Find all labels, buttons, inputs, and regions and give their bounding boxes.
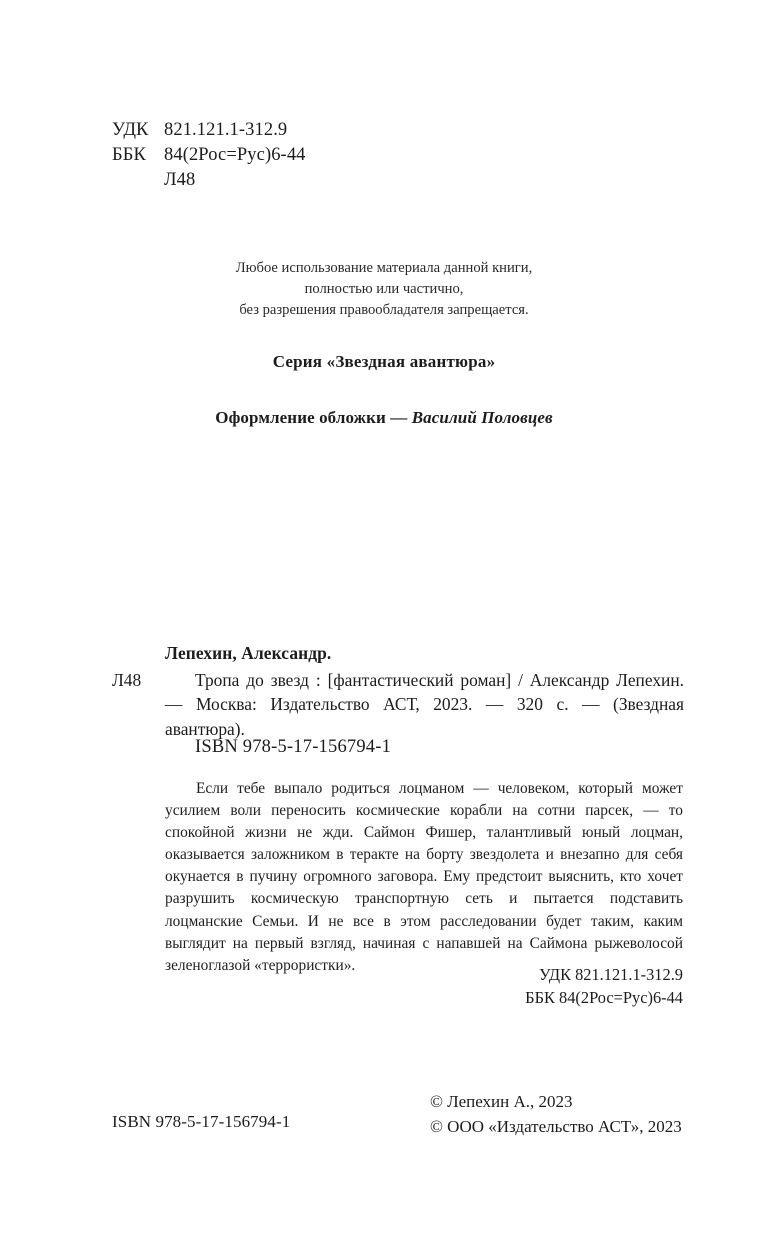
cip-sigil: Л48 bbox=[112, 669, 142, 690]
cip-body: Тропа до звезд : [фантастический роман] / Александр Лепехин. — Москва: Издательство АСТ, 2023. — 320 с. — (Звездная авантюра). bbox=[165, 669, 684, 739]
isbn-main: ISBN 978-5-17-156794-1 bbox=[195, 737, 392, 757]
bbk-label: ББК bbox=[112, 145, 146, 165]
copyright-author: © Лепехин А., 2023 bbox=[430, 1092, 573, 1111]
book-annotation: Если тебе выпало родиться лоцманом — человеком, который может усилием воли переносить космические корабли на сотни парсек, — то спокойной жизни не жди. Саймон Фишер, талантливый юный лоцман, оказывается заложником в теракте на борту звездолета и внезапно для себя окунается в пучину огромного заговора. Ему предстоит выяснить, кто хочет разрушить космическую транспортную сеть и пытается подставить лоцманские Семьи. И не все в этом расследовании будет таким, каким выглядит на первый взгляд, начиная с напавшей на Саймона рыжеволосой зеленоглазой «террористки». bbox=[165, 780, 683, 974]
series-title: Серия «Звездная авантюра» bbox=[272, 352, 496, 371]
bbk-repeat-line: ББК 84(2Рос=Рус)6-44 bbox=[525, 987, 683, 1007]
bbk-row bbox=[112, 143, 306, 168]
cip-record bbox=[112, 641, 684, 741]
cip-body-wrapper bbox=[112, 668, 684, 742]
copyright-publisher: © ООО «Издательство АСТ», 2023 bbox=[430, 1117, 682, 1136]
usage-notice-line-3: без разрешения правообладателя запрещается. bbox=[239, 302, 529, 318]
bbk-value: 84(2Рос=Рус)6-44 bbox=[164, 145, 306, 165]
copyright-block bbox=[430, 1089, 682, 1139]
isbn-footer: ISBN 978-5-17-156794-1 bbox=[112, 1112, 291, 1131]
cover-credit bbox=[114, 408, 654, 428]
udk-row bbox=[112, 118, 306, 143]
usage-notice-line-2: полностью или частично, bbox=[304, 281, 464, 297]
usage-notice-line-1: Любое использование материала данной книги, bbox=[235, 260, 533, 276]
udk-repeat-line: УДК 821.121.1-312.9 bbox=[538, 965, 683, 984]
usage-notice bbox=[114, 258, 654, 321]
udk-value: 821.121.1-312.9 bbox=[164, 120, 288, 140]
classification-header bbox=[112, 118, 306, 193]
udk-label: УДК bbox=[112, 120, 149, 140]
author-sigil-header: Л48 bbox=[164, 170, 196, 190]
cover-credit-prefix: Оформление обложки — bbox=[215, 408, 408, 427]
cover-designer-name: Василий Половцев bbox=[411, 408, 553, 427]
cip-author-heading: Лепехин, Александр. bbox=[165, 643, 332, 663]
classification-repeat bbox=[383, 964, 683, 1009]
